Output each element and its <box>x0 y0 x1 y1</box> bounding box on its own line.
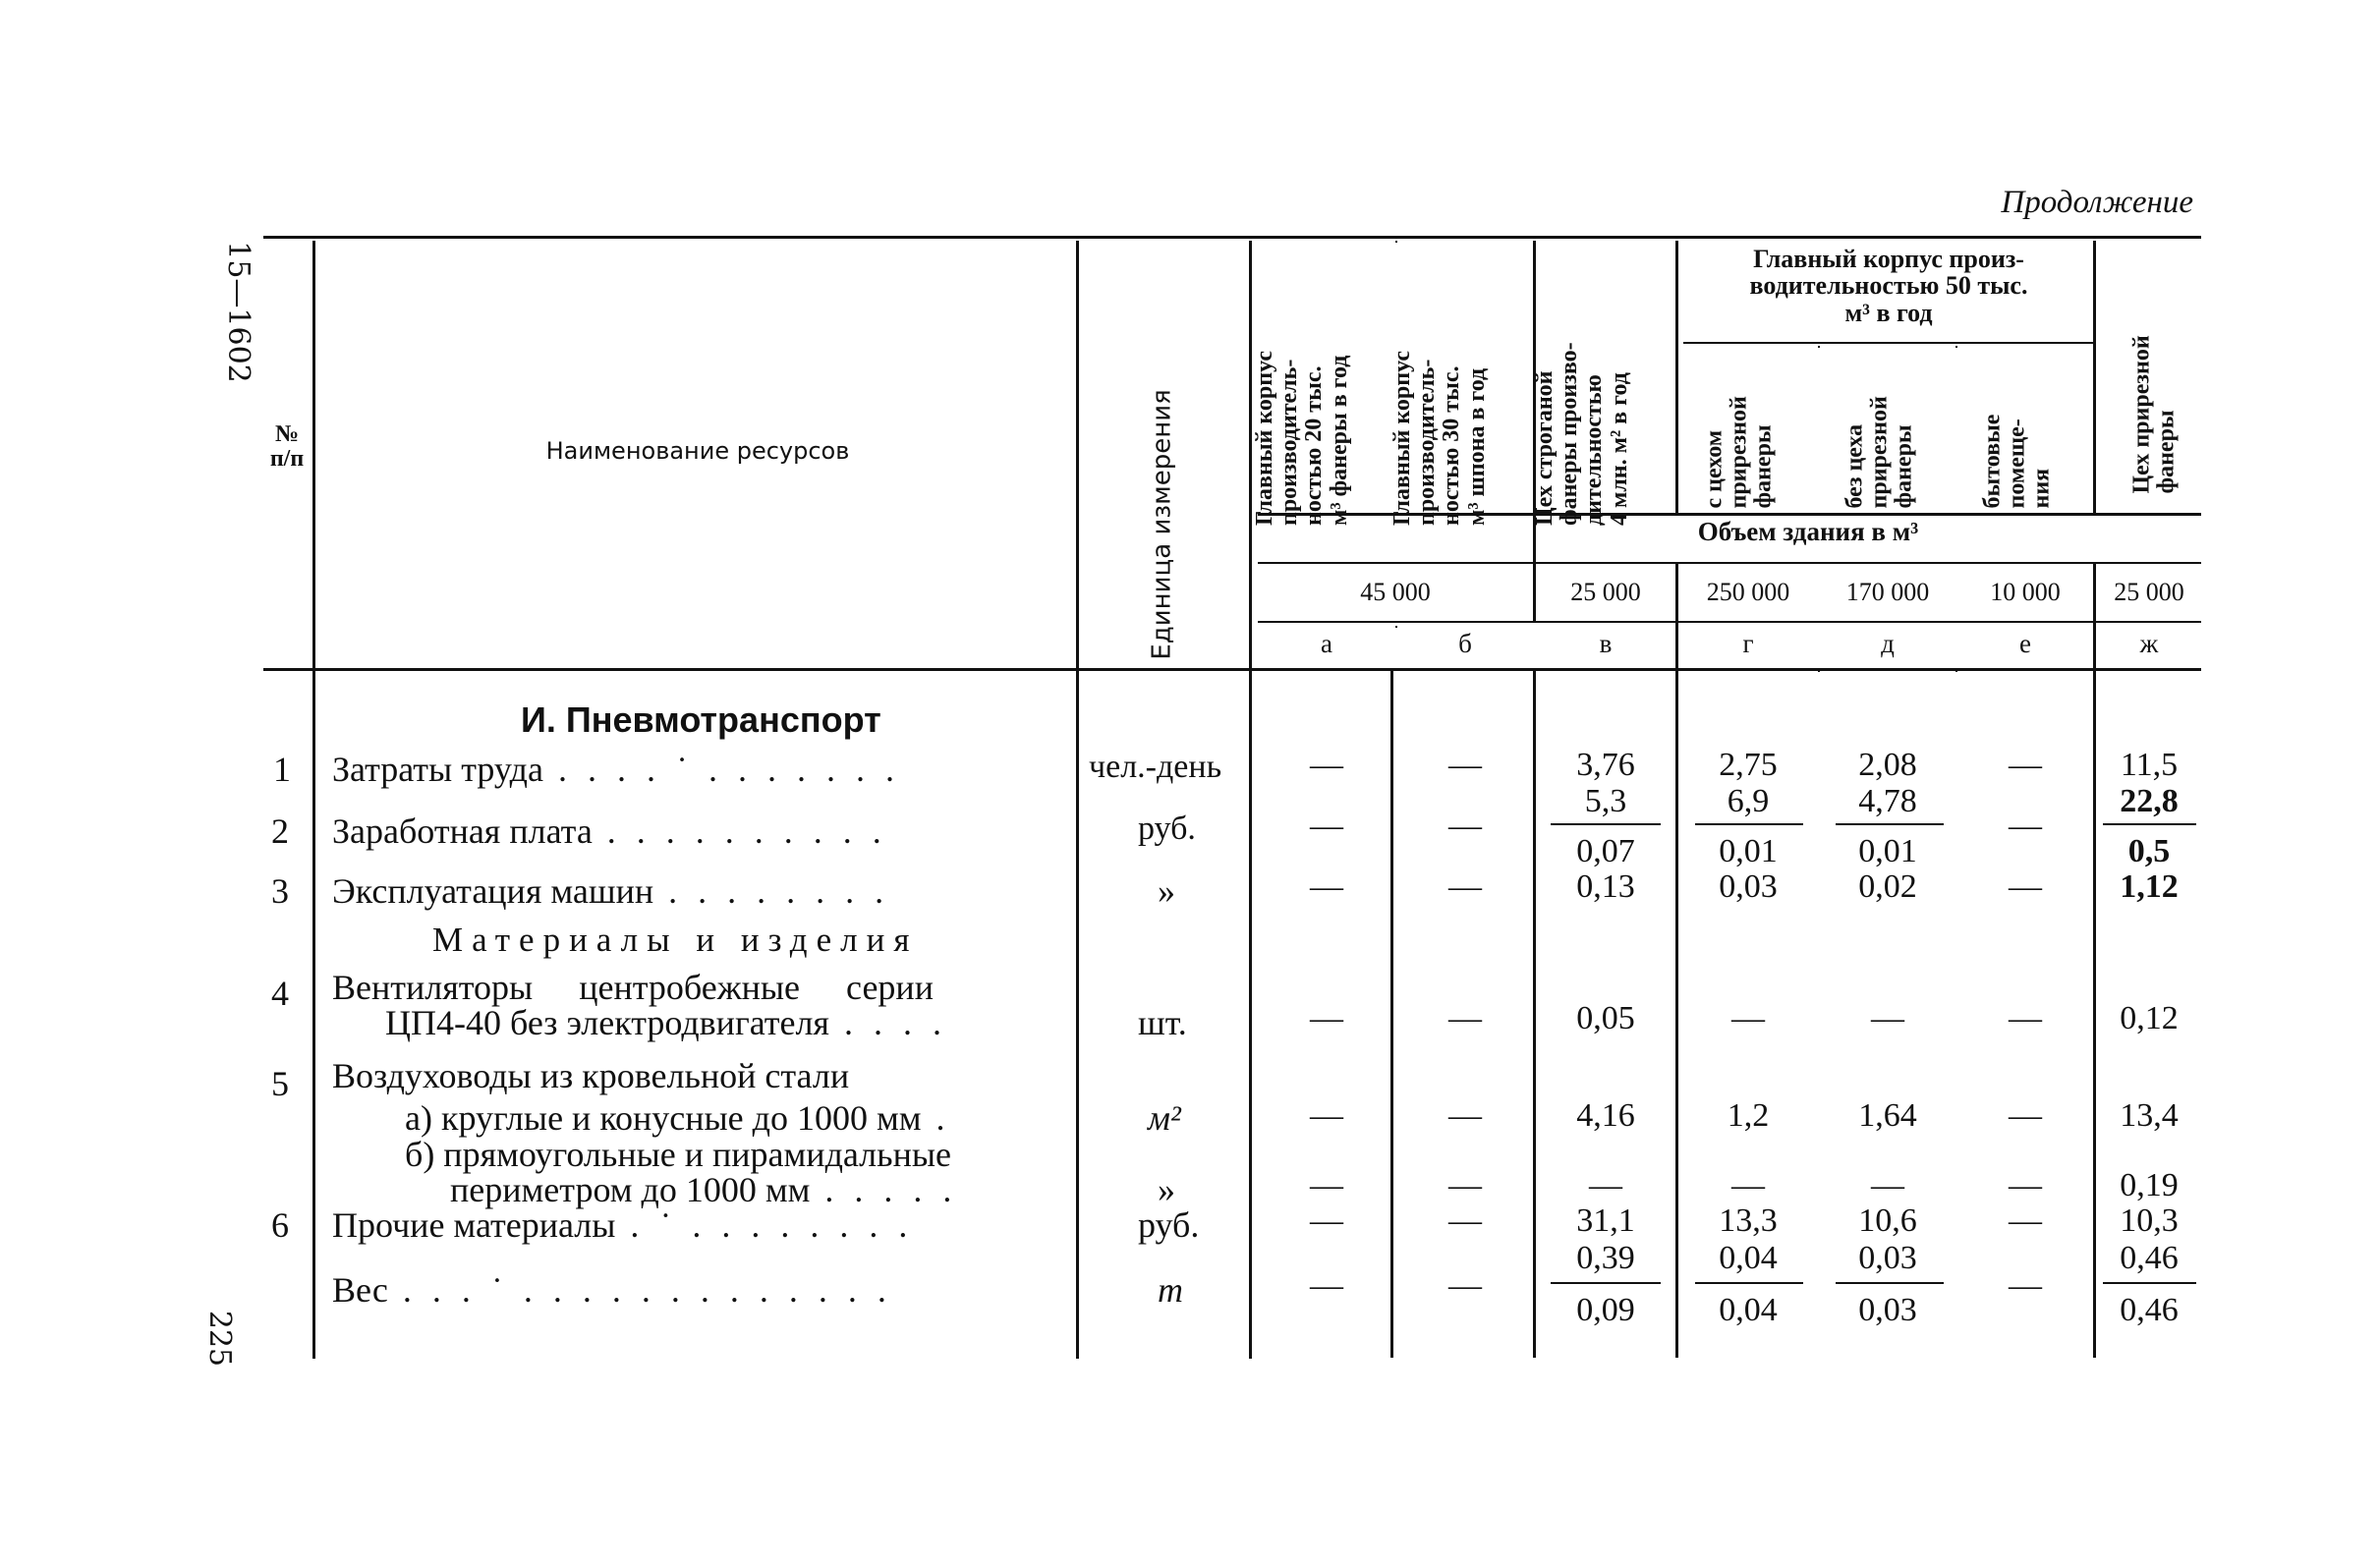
volume-ab: 45 000 <box>1360 578 1431 606</box>
cell-zh: 0,46 <box>2120 1292 2179 1328</box>
cell-d: 10,6 <box>1858 1202 1917 1239</box>
row-name: Вес . . . ˙ . . . . . . . . . . . . . <box>332 1270 892 1310</box>
letter-g: г <box>1742 629 1754 658</box>
cell-d: 0,02 <box>1858 868 1917 905</box>
cell-g: 1,2 <box>1727 1097 1770 1134</box>
continuation-label: Продолжение <box>2001 185 2193 220</box>
cell-e: — <box>2009 1202 2042 1239</box>
cell-b: — <box>1448 1000 1482 1036</box>
row-name: Вентиляторы центробежные серии <box>332 968 934 1007</box>
row-name-text: а) круглые и конусные до 1000 мм <box>405 1098 922 1138</box>
cell-a: — <box>1310 868 1343 905</box>
header-col-d: без цеха прирезной фанеры <box>1842 396 1917 509</box>
row-name-text: Эксплуатация машин <box>332 871 654 911</box>
row-name: б) прямоугольные и пирамидальные <box>405 1135 951 1174</box>
cell-a: — <box>1310 1097 1343 1134</box>
cell-v: 0,07 <box>1576 833 1635 869</box>
row-name-2-text: периметром до 1000 мм <box>450 1170 811 1209</box>
cell-e: — <box>2009 1267 2042 1304</box>
cell-v: 0,09 <box>1576 1292 1635 1328</box>
row-unit: т <box>1158 1270 1183 1310</box>
row-name-text: Заработная плата <box>332 811 593 851</box>
cell-zh: 0,12 <box>2120 1000 2179 1036</box>
cell-zh: 11,5 <box>2120 747 2179 783</box>
cell-b: — <box>1448 868 1482 905</box>
cell-v: 0,39 <box>1576 1240 1635 1276</box>
row-unit: руб. <box>1138 810 1196 847</box>
cell-g: 2,75 <box>1719 747 1778 783</box>
row-name: а) круглые и конусные до 1000 мм . <box>405 1098 951 1138</box>
row-num: 4 <box>271 974 289 1013</box>
header-unit: Единица измерения <box>1147 389 1177 660</box>
cell-e: — <box>2009 1000 2042 1036</box>
cell-g: 0,03 <box>1719 868 1778 905</box>
cell-a: — <box>1310 808 1343 844</box>
cell-b: — <box>1448 1267 1482 1304</box>
header-group: Главный корпус произ- водительностью 50 тыс. м³ в год <box>1749 245 2028 327</box>
cell-a: — <box>1310 1000 1343 1036</box>
row-num: 6 <box>271 1205 289 1245</box>
cell-g: — <box>1731 1000 1765 1036</box>
header-volume: Объем здания в м³ <box>1697 517 1919 546</box>
cell-zh: 0,5 <box>2127 833 2171 869</box>
header-col-v: Цех строганой фанеры произво- дительностью 4 млн. м² в год <box>1532 342 1632 526</box>
side-page-number: 225 <box>202 1310 238 1368</box>
cell-a: — <box>1310 747 1343 783</box>
row-name: Затраты труда . . . . ˙ . . . . . . . <box>332 750 900 789</box>
letter-d: д <box>1881 629 1895 658</box>
cell-zh: 10,3 <box>2120 1202 2179 1239</box>
cell-zh: 13,4 <box>2120 1097 2179 1134</box>
row-num: 1 <box>273 750 291 789</box>
cell-d: — <box>1871 1167 1904 1203</box>
volume-g: 250 000 <box>1706 578 1790 606</box>
cell-v: 5,3 <box>1584 783 1627 819</box>
cell-g: 6,9 <box>1727 783 1770 819</box>
cell-zh: 0,46 <box>2120 1240 2179 1276</box>
row-num: 5 <box>271 1064 289 1103</box>
row-unit: м² <box>1148 1098 1181 1138</box>
header-col-a: Главный корпус производитель- ностью 20 тыс. м³ фанеры в год <box>1252 351 1352 526</box>
volume-e: 10 000 <box>1990 578 2061 606</box>
row-name-text: Затраты труда <box>332 750 543 789</box>
cell-v: 3,76 <box>1576 747 1635 783</box>
letter-zh: ж <box>2139 629 2159 658</box>
header-name: Наименование ресурсов <box>545 437 850 465</box>
letter-v: в <box>1599 629 1613 658</box>
cell-e: — <box>2009 1097 2042 1134</box>
side-code: 15—1602 <box>220 241 255 383</box>
row-unit: » <box>1158 871 1175 911</box>
row-name: Эксплуатация машин . . . . . . . . <box>332 871 890 911</box>
row-name: Воздуховоды из кровельной стали <box>332 1056 850 1095</box>
row-unit: руб. <box>1138 1205 1200 1245</box>
header-col-g: с цехом прирезной фанеры <box>1701 396 1777 509</box>
row-name-text: Прочие материалы <box>332 1205 616 1245</box>
cell-zh: 0,19 <box>2120 1167 2179 1203</box>
volume-zh: 25 000 <box>2114 578 2184 606</box>
header-col-zh: Цех прирезной фанеры <box>2128 335 2180 494</box>
cell-b: — <box>1448 1167 1482 1203</box>
volume-d: 170 000 <box>1845 578 1930 606</box>
cell-d: — <box>1871 1000 1904 1036</box>
cell-v: — <box>1589 1167 1622 1203</box>
cell-g: 13,3 <box>1719 1202 1778 1239</box>
row-unit: шт. <box>1138 1003 1187 1042</box>
cell-d: 0,03 <box>1858 1292 1917 1328</box>
row-name-2-text: ЦП4-40 без электродвигателя <box>385 1003 829 1042</box>
cell-e: — <box>2009 808 2042 844</box>
header-num: № п/п <box>269 421 305 473</box>
cell-b: — <box>1448 1097 1482 1134</box>
cell-d: 1,64 <box>1858 1097 1917 1134</box>
cell-d: 0,01 <box>1858 833 1917 869</box>
volume-v: 25 000 <box>1570 578 1641 606</box>
header-col-e: бытовые помеще- ния <box>1979 414 2055 509</box>
cell-zh: 22,8 <box>2120 783 2179 819</box>
section-title: И. Пневмотранспорт <box>521 699 881 740</box>
row-num: 3 <box>271 871 289 911</box>
cell-e: — <box>2009 1167 2042 1203</box>
cell-e: — <box>2009 868 2042 905</box>
cell-v: 0,05 <box>1576 1000 1635 1036</box>
cell-b: — <box>1448 808 1482 844</box>
row-name: Прочие материалы . ˙ . . . . . . . . <box>332 1205 914 1245</box>
materials-title: Материалы и изделия <box>432 921 919 959</box>
cell-g: — <box>1731 1167 1765 1203</box>
cell-zh: 1,12 <box>2120 868 2179 905</box>
cell-d: 0,03 <box>1858 1240 1917 1276</box>
cell-v: 4,16 <box>1576 1097 1635 1134</box>
row-name-2: периметром до 1000 мм . . . . . <box>450 1170 958 1209</box>
row-num: 2 <box>271 811 289 851</box>
row-name-text: Вес <box>332 1270 388 1310</box>
cell-a: — <box>1310 1202 1343 1239</box>
row-name: Заработная плата . . . . . . . . . . <box>332 811 887 851</box>
cell-a: — <box>1310 1167 1343 1203</box>
cell-g: 0,04 <box>1719 1292 1778 1328</box>
row-unit: чел.-день <box>1089 749 1222 785</box>
cell-e: — <box>2009 747 2042 783</box>
cell-b: — <box>1448 747 1482 783</box>
cell-a: — <box>1310 1267 1343 1304</box>
cell-d: 2,08 <box>1858 747 1917 783</box>
letter-a: а <box>1321 629 1332 658</box>
cell-g: 0,04 <box>1719 1240 1778 1276</box>
letter-b: б <box>1458 629 1472 658</box>
cell-g: 0,01 <box>1719 833 1778 869</box>
header-col-b: Главный корпус производитель- ностью 30 тыс. м³ шпона в год <box>1389 351 1490 526</box>
cell-v: 0,13 <box>1576 868 1635 905</box>
row-unit: » <box>1158 1170 1175 1209</box>
cell-b: — <box>1448 1202 1482 1239</box>
cell-v: 31,1 <box>1576 1202 1635 1239</box>
row-name-2: ЦП4-40 без электродвигателя . . . . <box>385 1003 947 1042</box>
cell-d: 4,78 <box>1858 783 1917 819</box>
letter-e: е <box>2019 629 2031 658</box>
